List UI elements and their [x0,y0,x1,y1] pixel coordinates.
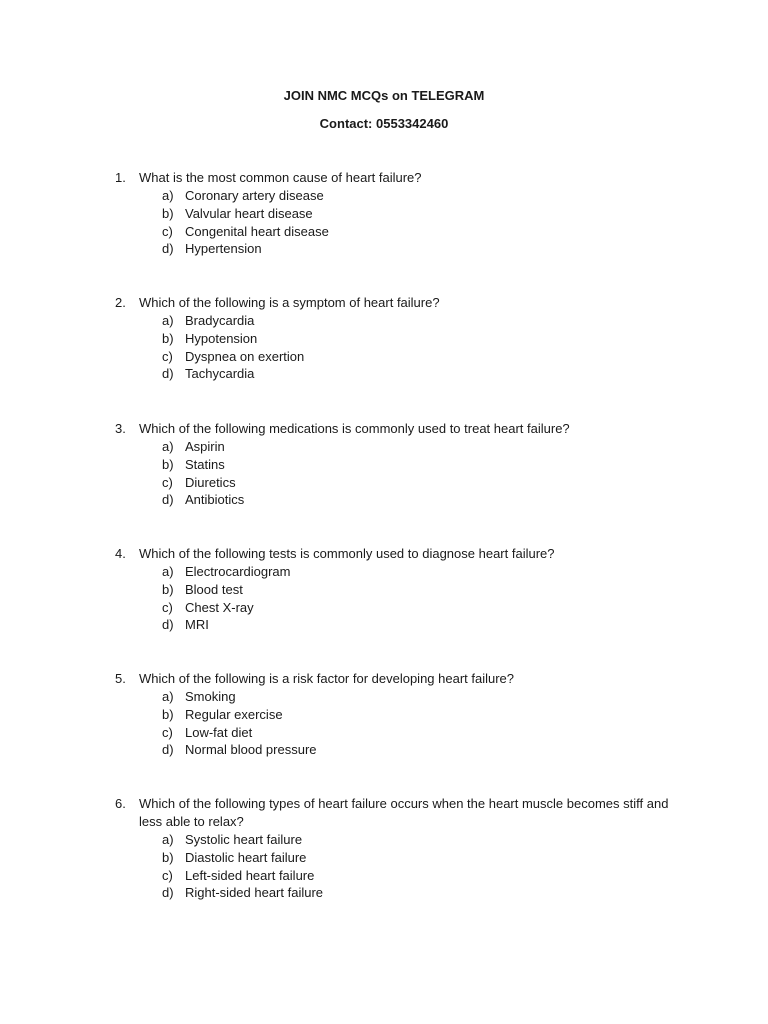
option-b [115,456,675,474]
option-c [115,867,675,885]
option-text: MRI [185,617,209,633]
option-list [115,563,675,634]
question-text: Which of the following is a symptom of heart failure? [139,295,440,310]
option-text: Tachycardia [185,366,255,382]
question-stem [115,169,675,187]
option-list [115,438,675,509]
option-c [115,724,675,742]
option-b [115,205,675,223]
option-text: Valvular heart disease [185,205,313,221]
option-letter: b) [162,849,174,865]
option-text: Hypotension [185,330,258,346]
question-3 [115,420,675,509]
option-d [115,491,675,509]
option-text: Dyspnea on exertion [185,348,305,364]
option-a [115,187,675,205]
option-letter: c) [162,599,173,615]
option-text: Low-fat diet [185,724,253,740]
option-text: Regular exercise [185,706,283,722]
option-d [115,741,675,759]
option-list [115,312,675,383]
option-text: Statins [185,456,225,472]
question-number: 3. [115,421,126,436]
option-d [115,240,675,258]
question-stem [115,420,675,438]
option-text: Chest X-ray [185,599,254,615]
option-text: Left-sided heart failure [185,867,315,883]
option-text: Hypertension [185,241,262,257]
option-c [115,348,675,366]
option-letter: d) [162,492,174,508]
option-letter: a) [162,313,174,328]
option-letter: d) [162,366,174,382]
option-a [115,563,675,581]
question-text: Which of the following is a risk factor for developing heart failure? [139,671,515,686]
option-text: Bradycardia [185,313,255,328]
option-letter: a) [162,439,174,454]
option-text: Normal blood pressure [185,742,317,758]
option-text: Diuretics [185,474,236,490]
option-letter: b) [162,205,174,221]
option-text: Diastolic heart failure [185,849,307,865]
option-letter: b) [162,581,174,597]
option-list [115,831,675,902]
option-a [115,312,675,330]
option-text: Coronary artery disease [185,188,324,203]
option-text: Electrocardiogram [185,564,291,579]
option-letter: c) [162,474,173,490]
question-number: 6. [115,796,126,811]
option-text: Right-sided heart failure [185,885,324,901]
option-letter: d) [162,617,174,633]
option-text: Aspirin [185,439,225,454]
question-number: 4. [115,546,126,561]
option-letter: a) [162,832,174,847]
option-d [115,616,675,634]
option-letter: b) [162,330,174,346]
option-a [115,438,675,456]
question-number: 2. [115,295,126,310]
option-letter: a) [162,188,174,203]
question-6 [115,795,675,902]
option-c [115,599,675,617]
document-title: JOIN NMC MCQs on TELEGRAM [283,88,485,103]
question-5 [115,670,675,759]
question-number: 1. [115,170,126,185]
option-a [115,688,675,706]
option-text: Systolic heart failure [185,832,303,847]
option-letter: d) [162,742,174,758]
question-text: What is the most common cause of heart failure? [139,170,422,185]
option-list [115,187,675,258]
option-letter: b) [162,456,174,472]
question-text: Which of the following types of heart failure occurs when the heart muscle becomes stiff and less able to relax? [139,796,669,829]
question-number: 5. [115,671,126,686]
question-2 [115,294,675,383]
option-text: Antibiotics [185,492,245,508]
option-letter: d) [162,241,174,257]
option-letter: a) [162,564,174,579]
question-stem [115,294,675,312]
option-text: Blood test [185,581,243,597]
option-letter: c) [162,348,173,364]
question-stem [115,545,675,563]
option-b [115,581,675,599]
option-c [115,474,675,492]
option-letter: d) [162,885,174,901]
option-c [115,223,675,241]
option-text: Congenital heart disease [185,223,329,239]
question-text: Which of the following tests is commonly used to diagnose heart failure? [139,546,555,561]
option-letter: c) [162,867,173,883]
contact-line: Contact: 0553342460 [319,116,449,131]
question-text: Which of the following medications is commonly used to treat heart failure? [139,421,570,436]
option-d [115,365,675,383]
option-b [115,706,675,724]
option-list [115,688,675,759]
option-letter: c) [162,724,173,740]
option-letter: c) [162,223,173,239]
question-4 [115,545,675,634]
option-b [115,330,675,348]
option-d [115,884,675,902]
question-stem [115,795,675,831]
option-letter: b) [162,706,174,722]
option-text: Smoking [185,689,236,704]
option-b [115,849,675,867]
option-letter: a) [162,689,174,704]
question-1 [115,169,675,258]
option-a [115,831,675,849]
question-stem [115,670,675,688]
